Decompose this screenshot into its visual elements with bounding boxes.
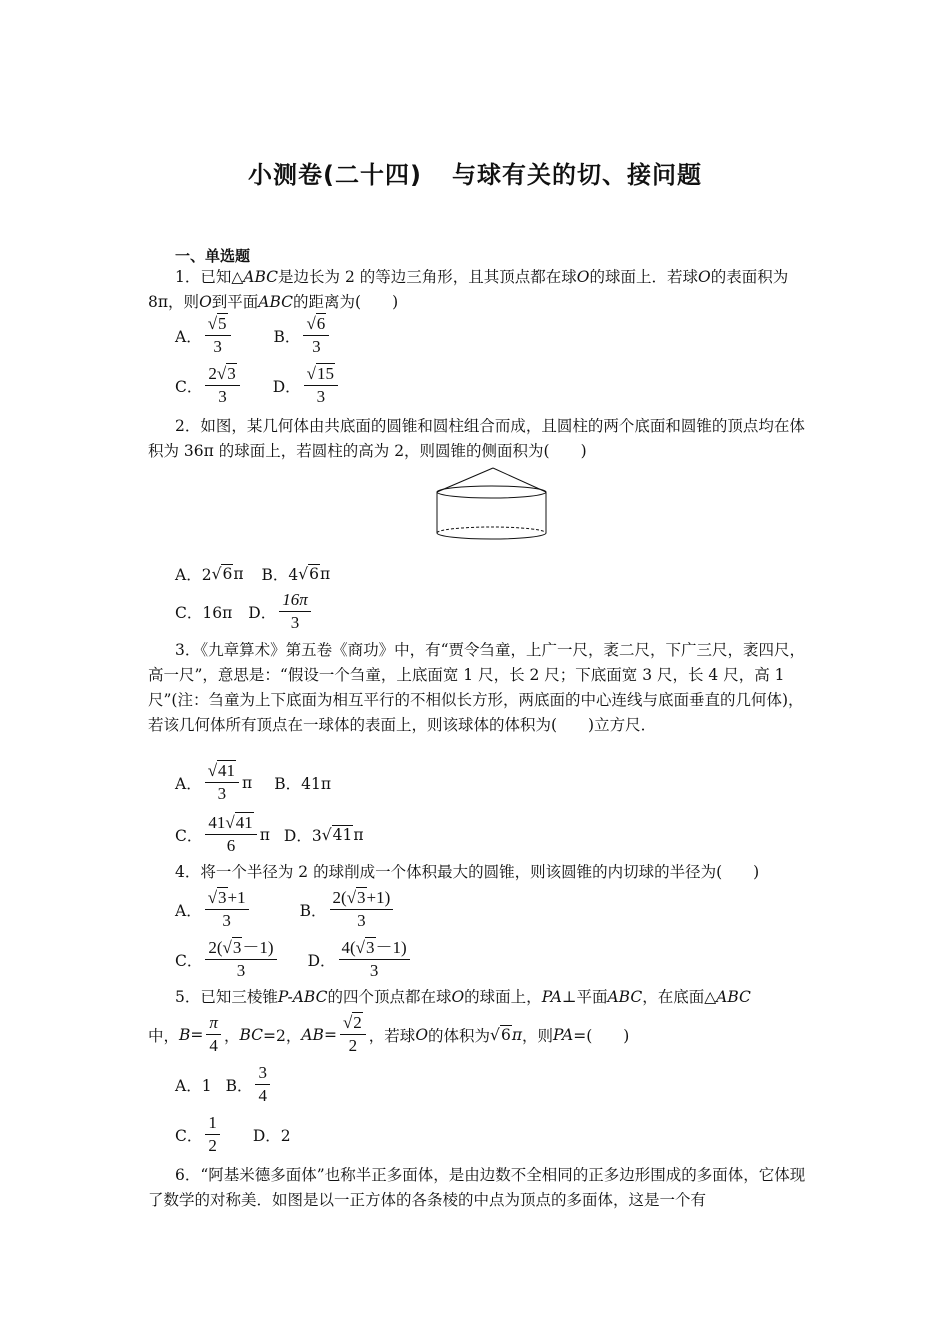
option-c-label: C． <box>175 826 203 845</box>
title-left: 小测卷(二十四) <box>248 161 422 189</box>
option-c-label: C． <box>175 377 203 396</box>
question-2-options-cd <box>175 589 314 634</box>
option-a-value: $\frac{√41}{3}$ <box>205 760 239 805</box>
title-right: 与球有关的切、接问题 <box>451 161 702 189</box>
question-4-options-cd <box>175 937 413 982</box>
option-a-label: A．1 <box>175 1076 212 1095</box>
option-a-label: A．2 <box>175 566 212 584</box>
option-d-label: D． <box>307 951 336 970</box>
option-b-label: B．41π <box>274 774 332 793</box>
question-5-line-2: 中， B = $\frac{\pi}{4}$ ， BC =2， AB = $\frac{√2}{2}$ ，若球 O 的体积为 √6 π ，则 PA =( ) <box>148 1013 630 1055</box>
option-a-label: A． <box>175 327 202 346</box>
ab-value: $\frac{√2}{2}$ <box>340 1012 366 1057</box>
option-c-label: C． <box>175 951 203 970</box>
question-3-text: 3．《九章算术》第五卷《商功》中，有“贾令刍童，上广一尺，袤二尺，下广三尺，袤四尺，高一尺”，意思是：“假设一个刍童，上底面宽 1 尺，长 2 尺；下底面宽 3 尺，长 4 尺，高 1 尺”(注：刍童为上下底面为相互平行的不相似长方形，两底面的中心连线与底面垂直的几何体)，若该几何体所有顶点在一球体的表面上，则该球体的体积为( )立方尺． <box>148 641 806 734</box>
question-3-options-cd: C． $\frac{41√41}{6}$ π D．3 √41 π <box>175 813 364 855</box>
option-d-value: $\frac{√15}{3}$ <box>304 363 338 408</box>
question-6-text: 6．“阿基米德多面体”也称半正多面体，是由边数不全相同的正多边形围成的多面体，它体现了数学的对称美．如图是以一正方体的各条棱的中点为顶点的多面体，这是一个有 <box>148 1166 806 1209</box>
question-5-options-ab <box>175 1062 273 1107</box>
option-a-label: A． <box>175 774 202 793</box>
question-1-text: 1．已知△ABC是边长为 2 的等边三角形，且其顶点都在球O的球面上．若球O的表面积为 8π，则O到平面ABC的距离为( ) <box>148 268 789 311</box>
option-b-label: B．4 <box>261 566 299 584</box>
option-c-label: C． <box>175 1126 203 1145</box>
option-a-value: $\frac{√5}{3}$ <box>205 313 231 358</box>
option-b-label: B． <box>273 327 301 346</box>
question-1-options-ab <box>175 313 332 358</box>
question-5-text: 5．已知三棱锥P-ABC的四个顶点都在球O的球面上，PA⊥平面ABC，在底面△ABC <box>175 988 751 1006</box>
question-4-options-ab <box>175 887 396 932</box>
option-d-value: $\frac{16\pi}{3}$ <box>279 589 311 634</box>
option-b-value: $\frac{2(√3+1)}{3}$ <box>330 887 394 932</box>
option-d-value: $\frac{4(√3-1)}{3}$ <box>339 937 410 982</box>
question-2-text: 2．如图，某几何体由共底面的圆锥和圆柱组合而成，且圆柱的两个底面和圆锥的顶点均在体积为 36π 的球面上，若圆柱的高为 2，则圆锥的侧面积为( ) <box>148 417 805 460</box>
question-3-options-ab: A． $\frac{√41}{3}$ π B．41π <box>175 761 332 803</box>
question-1-options-cd <box>175 363 341 408</box>
page-title <box>0 155 950 190</box>
option-c-value: $\frac{2(√3-1)}{3}$ <box>205 937 276 982</box>
option-c-value: $\frac{2√3}{3}$ <box>205 363 239 408</box>
option-b-label: B． <box>299 901 327 920</box>
question-2-options-ab: A．2 √6 π B．4 √6 π <box>175 565 331 584</box>
question-5-options-cd <box>175 1112 291 1157</box>
option-b-value: $\frac{√6}{3}$ <box>303 313 329 358</box>
question-4-text: 4．将一个半径为 2 的球削成一个体积最大的圆锥，则该圆锥的内切球的半径为( ) <box>175 863 760 881</box>
option-c-value: $\frac{41√41}{6}$ <box>205 812 256 857</box>
option-d-label: D．2 <box>252 1126 291 1145</box>
cone-cylinder-figure <box>433 465 553 545</box>
option-d-label: D． <box>248 603 277 622</box>
option-d-label: D． <box>272 377 301 396</box>
option-d-label: D．3 <box>283 826 322 845</box>
angle-b-value: $\frac{\pi}{4}$ <box>206 1012 221 1057</box>
option-b-label: B． <box>225 1076 253 1095</box>
option-a-label: A． <box>175 901 202 920</box>
section-heading: 一、单选题 <box>175 247 251 265</box>
option-a-value: $\frac{√3+1}{3}$ <box>205 887 249 932</box>
option-c-value: $\frac{1}{2}$ <box>205 1112 220 1157</box>
option-c-label: C．16π <box>175 603 233 622</box>
option-b-value: $\frac{3}{4}$ <box>255 1062 270 1107</box>
